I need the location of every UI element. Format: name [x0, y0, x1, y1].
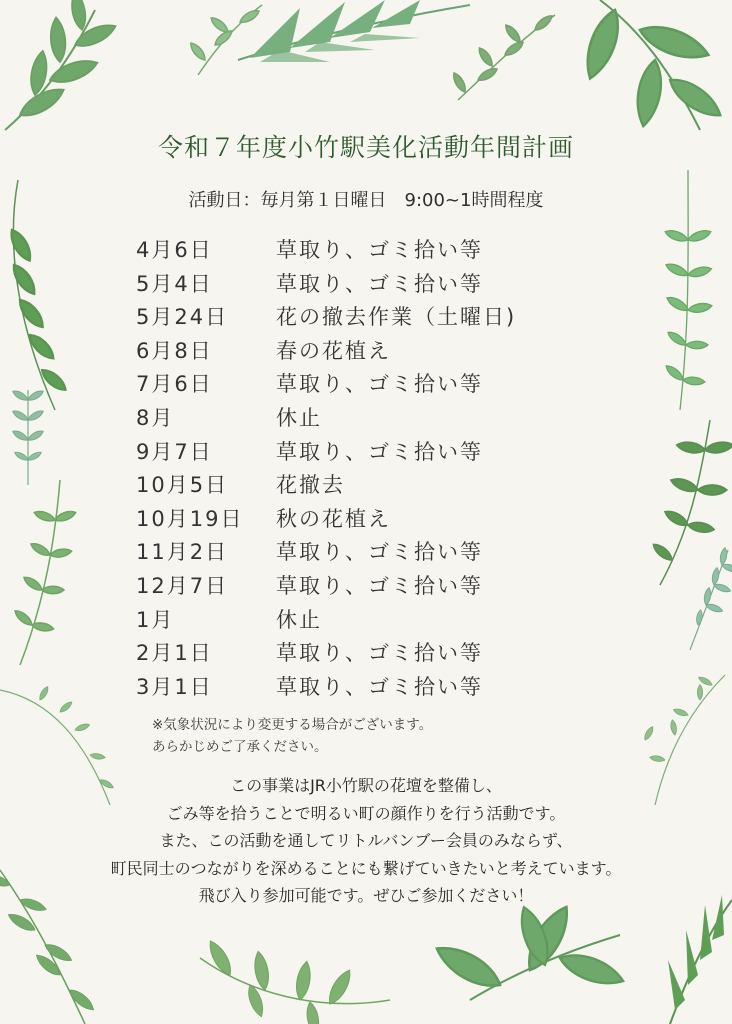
leaf-branch-icon	[200, 938, 390, 1024]
schedule-date: 5月4日	[136, 271, 213, 296]
fern-icon	[11, 389, 44, 485]
schedule-date: 8月	[136, 405, 175, 430]
description-line: ごみ等を拾うことで明るい町の顔作りを行う活動です。	[166, 803, 566, 823]
schedule-activity: 草取り、ゴミ拾い等	[276, 271, 483, 296]
palm-leaf-icon	[668, 895, 732, 1024]
leaf-branch-icon	[579, 0, 726, 130]
schedule-date: 11月2日	[136, 540, 229, 565]
description-block	[0, 772, 732, 910]
fern-icon	[7, 180, 69, 410]
description-line: また、この活動を通してリトルバンブー会員のみならず、	[159, 831, 573, 850]
schedule-activity: 春の花植え	[276, 338, 391, 363]
schedule-activity: 草取り、ゴミ拾い等	[276, 641, 483, 666]
palm-leaf-icon	[238, 0, 470, 62]
schedule-date: 5月24日	[136, 305, 229, 330]
weather-note	[152, 714, 432, 758]
schedule-activity: 草取り、ゴミ拾い等	[276, 439, 483, 464]
schedule-date: 9月7日	[136, 439, 213, 464]
schedule-activity: 草取り、ゴミ拾い等	[276, 573, 483, 598]
schedule-activity: 草取り、ゴミ拾い等	[276, 238, 483, 262]
schedule-date: 6月8日	[136, 338, 213, 363]
activity-day-subtitle: 活動日：毎月第１日曜日 9:00~1時間程度	[188, 190, 544, 211]
leaf-branch-icon	[651, 420, 732, 585]
schedule-date: 3月1日	[136, 674, 213, 699]
schedule-activity: 休止	[276, 405, 322, 430]
leaf-branch-icon	[188, 5, 262, 75]
schedule-activity: 秋の花植え	[276, 506, 391, 531]
schedule-date: 10月5日	[136, 473, 229, 498]
leaf-branch-icon	[13, 480, 77, 665]
schedule-date: 7月6日	[136, 372, 213, 397]
note-line: ※気象状況により変更する場合がございます。	[152, 717, 433, 733]
fern-icon	[690, 547, 732, 650]
leaf-branch-icon	[451, 13, 555, 100]
schedule-activity: 草取り、ゴミ拾い等	[276, 674, 483, 699]
leaf-branch-icon	[431, 901, 627, 1000]
schedule-activity: 草取り、ゴミ拾い等	[276, 540, 483, 565]
description-line: 飛び入り参加可能です。ぜひご参加ください！	[198, 886, 534, 905]
description-line: この事業はJR小竹駅の花壇を整備し、	[230, 776, 502, 795]
schedule-date: 2月1日	[136, 641, 213, 666]
note-line: あらかじめご了承ください。	[152, 739, 328, 755]
schedule-date: 10月19日	[136, 506, 244, 531]
schedule-activity: 休止	[276, 607, 322, 632]
schedule-activity: 花撤去	[276, 473, 345, 498]
schedule-date: 4月6日	[136, 238, 213, 262]
schedule-date: 1月	[136, 607, 175, 632]
schedule-activity: 草取り、ゴミ拾い等	[276, 372, 483, 397]
description-line: 町民同士のつながりを深めることにも繋げていきたいと考えています。	[110, 858, 622, 878]
page-title: 令和７年度小竹駅美化活動年間計画	[157, 133, 574, 162]
leaf-branch-icon	[5, 0, 119, 130]
schedule-date: 12月7日	[136, 573, 229, 598]
schedule-activity: 花の撤去作業（土曜日)	[276, 305, 517, 330]
